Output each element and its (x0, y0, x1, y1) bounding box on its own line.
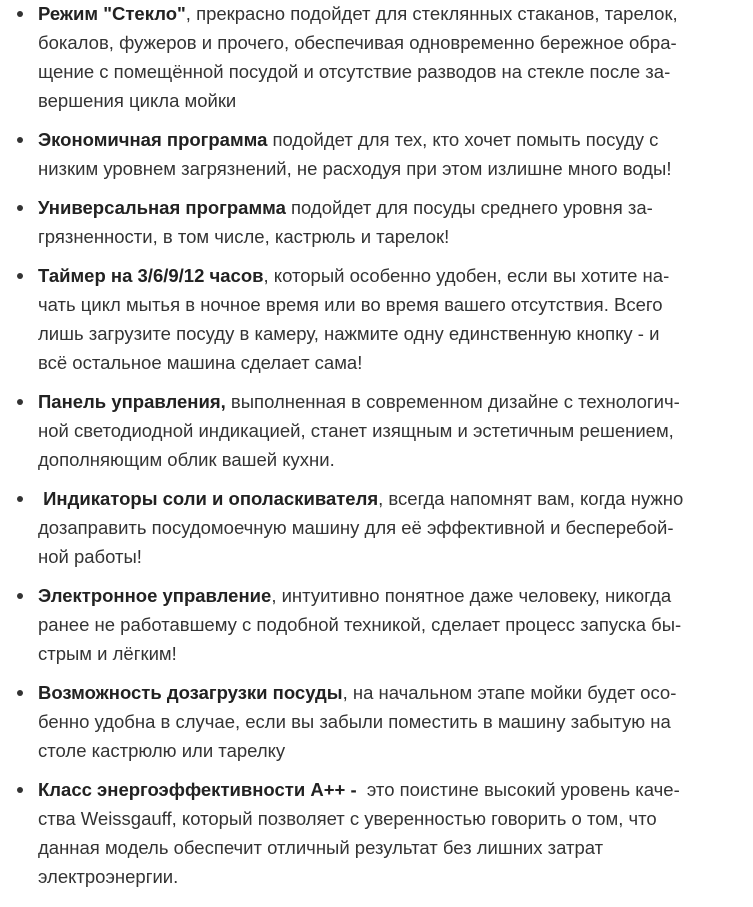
bullet-icon (17, 593, 23, 599)
feature-text: это поистине высокий уровень каче- ства Weissgauff, который позволяет с уверенностью говорить о том, что данная модель обеспечит отличный результат без лишних затрат электроэнергии. (38, 779, 680, 887)
feature-item-electronic-control (0, 581, 753, 668)
bullet-icon (17, 273, 23, 279)
feature-title: Панель управления, (38, 391, 226, 412)
bullet-icon (17, 690, 23, 696)
feature-item-timer (0, 261, 753, 377)
feature-title: Экономичная программа (38, 129, 268, 150)
feature-text: , на начальном этапе мойки будет осо- бенно удобна в случае, если вы забыли поместить в машину забытую на столе кастрюлю или тарелку (38, 682, 677, 761)
feature-item-glass-mode (0, 0, 753, 115)
feature-title: Режим "Стекло" (38, 3, 186, 24)
feature-title: Индикаторы соли и ополаскивателя (38, 488, 379, 509)
feature-text: выполненная в современном дизайне с технологич- ной светодиодной индикацией, станет изящным и эстетичным решением, дополняющим облик вашей кухни. (38, 391, 680, 470)
feature-item-control-panel (0, 387, 753, 474)
bullet-icon (17, 496, 23, 502)
feature-text: подойдет для посуды среднего уровня за- грязненности, в том числе, кастрюль и тарелок! (38, 197, 653, 247)
feature-text: , всегда напомнят вам, когда нужно дозаправить посудомоечную машину для её эффективной и бесперебой- ной работы! (38, 488, 684, 567)
bullet-icon (17, 205, 23, 211)
feature-text: подойдет для тех, кто хочет помыть посуду с низким уровнем загрязнений, не расходуя при этом излишне много воды! (38, 129, 672, 179)
bullet-icon (17, 399, 23, 405)
feature-item-salt-rinse-indicators (0, 484, 753, 571)
feature-title: Таймер на 3/6/9/12 часов (38, 265, 264, 286)
feature-title: Класс энергоэффективности А++ - (38, 779, 362, 800)
bullet-icon (17, 137, 23, 143)
feature-text: , интуитивно понятное даже человеку, никогда ранее не работавшему с подобной техникой, сделает процесс запуска бы- стрым и лёгким! (38, 585, 682, 664)
feature-item-reload (0, 678, 753, 765)
bullet-icon (17, 787, 23, 793)
feature-text: , который особенно удобен, если вы хотите на- чать цикл мытья в ночное время или во время вашего отсутствия. Всего лишь загрузите посуду в камеру, нажмите одну единственную кнопку - и всё остальное машина сделает сама! (38, 265, 670, 373)
feature-item-energy-class (0, 775, 753, 891)
feature-item-universal-program (0, 193, 753, 251)
bullet-icon (17, 11, 23, 17)
feature-title: Электронное управление (38, 585, 272, 606)
feature-title: Возможность дозагрузки посуды (38, 682, 343, 703)
feature-text: , прекрасно подойдет для стеклянных стаканов, тарелок, бокалов, фужеров и прочего, обеспечивая одновременно бережное обра- щение с помещённой посудой и отсутствие разводов на стекле после за- вершения цикла мойки (38, 3, 678, 111)
feature-item-eco-program (0, 125, 753, 183)
feature-title: Универсальная программа (38, 197, 286, 218)
